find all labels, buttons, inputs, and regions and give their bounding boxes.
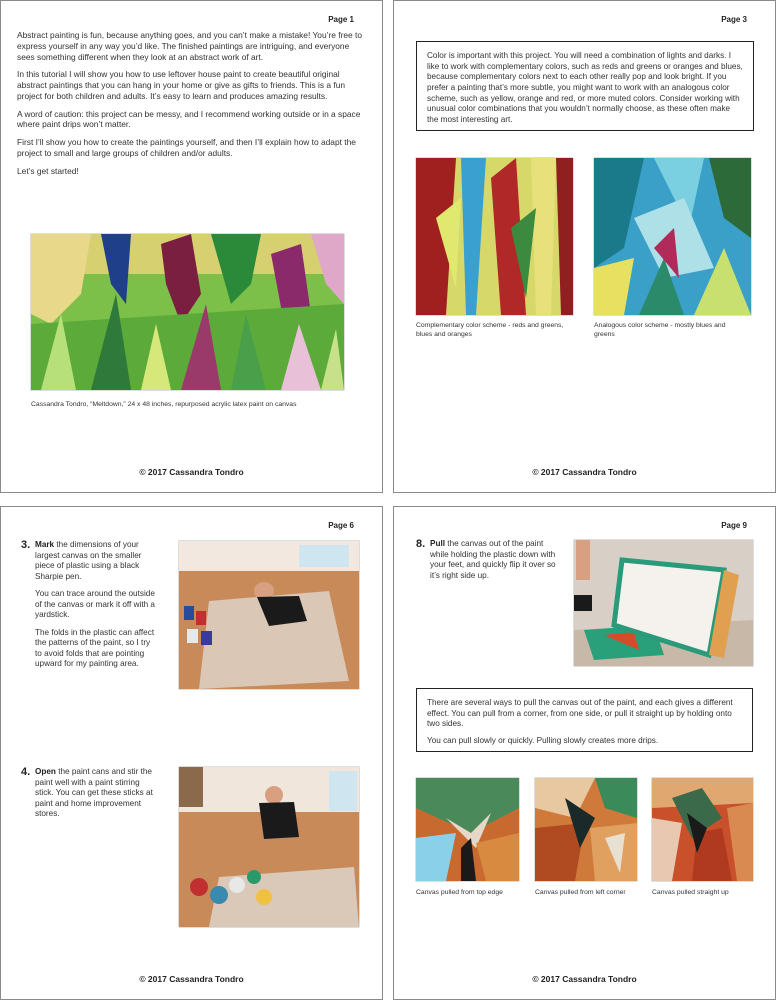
pulled-top-edge-image [416,778,519,881]
paragraph: In this tutorial I will show you how to use leftover house paint to create beautiful original abstract paintings that you can hang in your home or give as gifts to friends. This is a fun project for both children and adults. It’s easy to learn and produces amazing results. [17,69,346,101]
complementary-color-painting-image [416,158,573,315]
pulling-canvas-photo [574,540,753,666]
step-3 [21,539,157,677]
document-page-6 [0,506,383,1000]
step-number: 4. [21,766,31,778]
opening-paint-cans-photo [179,767,359,927]
copyright-footer: © 2017 Cassandra Tondro [139,467,244,477]
document-page-1 [0,0,383,493]
paragraph: A word of caution: this project can be messy, and I recommend working outside or in a space where paint drips won’t matter. [17,108,361,130]
document-page-9 [393,506,776,1000]
caption-top-edge: Canvas pulled from top edge [416,889,503,896]
caption-left-corner: Canvas pulled from left corner [535,889,626,896]
analogous-color-painting-image [594,158,751,315]
step-note: The folds in the plastic can affect the patterns of the paint, so I try to avoid folds that are pointing upward for my painting area. [35,627,155,668]
page-number: Page 6 [328,521,354,530]
step-lead: Mark [35,540,55,549]
pulling-tips-box [416,688,753,752]
step-number: 3. [21,539,31,551]
complementary-caption: Complementary color scheme - reds and greens, blues and oranges [416,322,564,338]
copyright-footer: © 2017 Cassandra Tondro [532,974,637,984]
tip-text: There are several ways to pull the canvas out of the paint, and each gives a different effect. You can pull from a corner, from one side, or pull it straight up by holding onto two sides. [427,698,733,729]
page-number: Page 9 [721,521,747,530]
pulled-left-corner-image [535,778,637,881]
step-lead: Pull [430,539,446,548]
tip-text: You can pull slowly or quickly. Pulling slowly creates more drips. [427,735,659,745]
document-page-3 [393,0,776,493]
marking-plastic-photo [179,541,359,689]
paragraph: Let’s get started! [17,165,79,176]
pulled-straight-up-image [652,778,753,881]
copyright-footer: © 2017 Cassandra Tondro [532,467,637,477]
color-info-text: Color is important with this project. You will need a combination of lights and darks. I like to work with complementary colors, such as reds and greens or oranges and blues, because complementary colors next to each other really pop and look bright. If you prefer a painting that’s more subtle, you might want to work with an analogous color scheme, such as yellow, orange and red, or more muted colors. Consider working with unusual color combinations that you wouldn’t normally choose, as these often make the most interesting art. [427,51,743,124]
step-text: the canvas out of the paint while holding the plastic down with your feet, and quickly flip it over so it’s right side up. [430,539,556,580]
copyright-footer: © 2017 Cassandra Tondro [139,974,244,984]
step-text: the dimensions of your largest canvas on the smaller piece of plastic using a black Sharpie pen. [35,540,142,581]
step-4 [21,766,157,827]
meltdown-painting-image [31,234,344,390]
step-8 [416,538,560,588]
painting-caption: Cassandra Tondro, “Meltdown,” 24 x 48 inches, repurposed acrylic latex paint on canvas [31,401,297,408]
page-number: Page 3 [721,15,747,24]
caption-straight-up: Canvas pulled straight up [652,889,729,896]
step-lead: Open [35,767,56,776]
color-info-box [416,41,754,131]
paragraph: First I’ll show you how to create the paintings yourself, and then I’ll explain how to adapt the project to small and large groups of children and/or adults. [17,137,356,158]
step-text: the paint cans and stir the paint well with a paint stirring stick. You can get these sticks at paint and home improvement stores. [35,767,153,818]
analogous-caption: Analogous color scheme - mostly blues and greens [594,322,726,338]
page-number: Page 1 [328,15,354,24]
step-note: You can trace around the outside of the canvas or mark it off with a yardstick. [35,589,155,619]
intro-text [17,30,362,183]
step-number: 8. [416,538,426,550]
paragraph: Abstract painting is fun, because anything goes, and you can’t make a mistake! You’re free to express yourself in any way you’d like. The finished paintings are intriguing, and everyone sees something different when they look at an abstract work of art. [17,30,362,62]
